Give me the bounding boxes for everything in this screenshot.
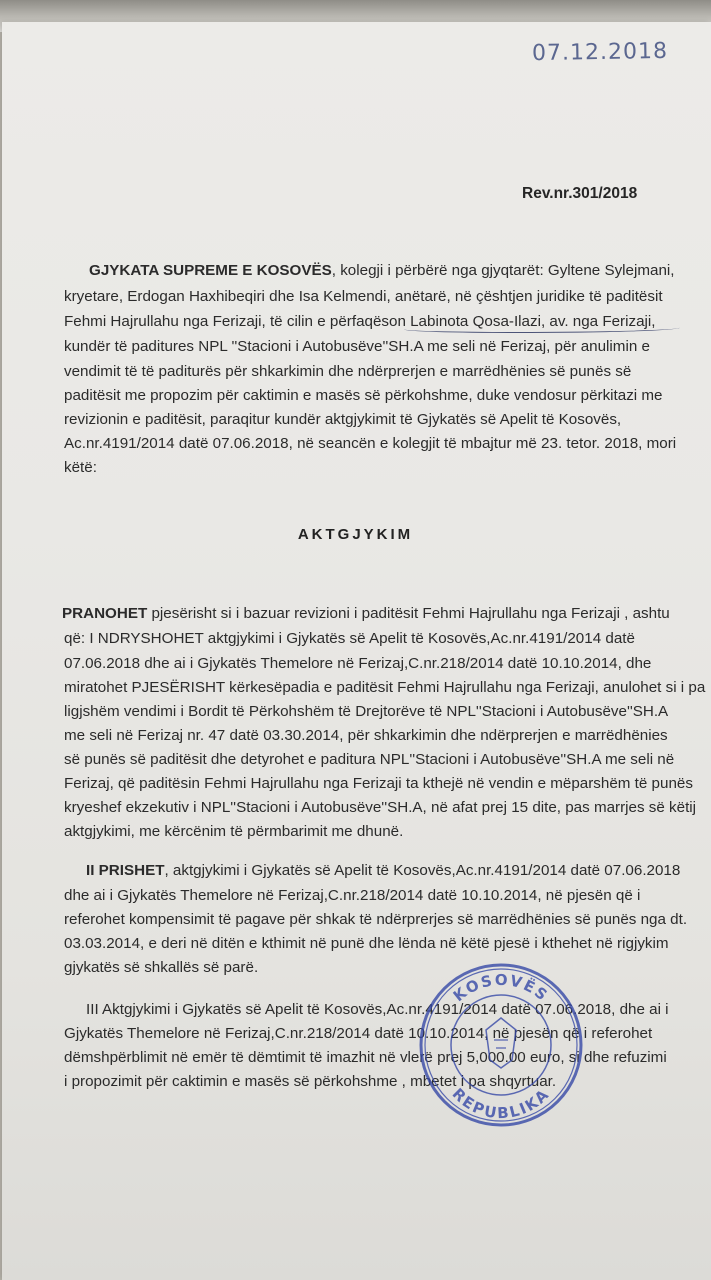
intro-line-4: kundër të paditures NPL ''Stacioni i Autobusëve''SH.A me seli në Ferizaj, për anulimin e: [64, 338, 650, 355]
section2-line-4: 03.03.2014, e deri në ditën e kthimit në punë dhe lënda në këtë pjesë i kthehet në rigjykim: [64, 935, 669, 952]
section1-line-1-rest: pjesërisht si i bazuar revizioni i paditësit Fehmi Hajrullahu nga Ferizaji , ashtu: [147, 605, 670, 622]
stamp-bottom-text: REPUBLIKA: [448, 1084, 554, 1123]
document-heading: AKTGJYKIM: [297, 526, 414, 543]
intro-line-7: revizionin e paditësit, paraqitur kundër aktgjykimit të Gjykatës së Apelit të Kosovës,: [64, 411, 622, 428]
section2-keyword: II PRISHET: [86, 862, 165, 879]
svg-text:KOSOVËS: [450, 971, 552, 1005]
section1-line-1: [62, 604, 670, 623]
section2-line-2: dhe ai i Gjykatës Themelore në Ferizaj,C.nr.218/2014 datë 10.10.2014, në pjesën që i: [64, 887, 641, 904]
intro-line-6: paditësit me propozim për caktimin e masës së përkohshme, duke vendosur përkitazi me: [64, 387, 663, 404]
stamp-seal-icon: [416, 960, 586, 1130]
intro-line-3: Fehmi Hajrullahu nga Ferizaji, të cilin e përfaqëson Labinota Qosa-Ilazi, av. nga Ferizaji,: [64, 313, 656, 330]
section2-line-1-rest: , aktgjykimi i Gjykatës së Apelit të Kosovës,Ac.nr.4191/2014 datë 07.06.2018: [164, 862, 681, 879]
section1-line-7: së punës së paditësit dhe detyrohet e paditura NPL''Stacioni i Autobusëve''SH.A me seli në: [64, 751, 675, 768]
intro-line-5: vendimit të të paditurës për shkarkimin dhe ndërprerjen e marrëdhënies së punës së: [64, 363, 632, 380]
section1-line-2: që: I NDRYSHOHET aktgjykimi i Gjykatës së Apelit të Kosovës,Ac.nr.4191/2014 datë: [64, 630, 635, 647]
section3-line-3: dëmshpërblimit në emër të dëmtimit të imazhit në vlerë prej 5,000.00 euro, si dhe refuzimi: [64, 1049, 667, 1066]
document-page: [2, 22, 711, 1280]
court-name: GJYKATA SUPREME E KOSOVËS: [89, 262, 332, 279]
case-number: Rev.nr.301/2018: [522, 185, 638, 202]
stamp-top-text: KOSOVËS: [449, 970, 553, 1006]
intro-line-9: këtë:: [64, 459, 97, 476]
section1-line-3: 07.06.2018 dhe ai i Gjykatës Themelore në Ferizaj,C.nr.218/2014 datë 10.10.2014, dhe: [64, 655, 652, 672]
section1-line-4: miratohet PJESËRISHT kërkesëpadia e paditësit Fehmi Hajrullahu nga Ferizaji, anulohet si i pa: [64, 679, 706, 696]
section1-line-8: Ferizaj, që paditësin Fehmi Hajrullahu nga Ferizaji ta kthejë në vendin e mëparshëm të punës: [64, 775, 693, 792]
handwritten-date: 07.12.2018: [531, 38, 669, 67]
section2-line-3: referohet kompensimit të pagave për shkak të ndërprerjes së marrëdhënies së punës nga dt.: [64, 911, 688, 928]
intro-line-8: Ac.nr.4191/2014 datë 07.06.2018, në seancën e kolegjit të mbajtur më 23. tetor. 2018, mori: [64, 435, 677, 452]
section3-line-1: III Aktgjykimi i Gjykatës së Apelit të Kosovës,Ac.nr.4191/2014 datë 07.06.2018, dhe ai i: [86, 1001, 669, 1018]
section2-line-5: gjykatës së shkallës së parë.: [64, 959, 259, 976]
section1-keyword: PRANOHET: [62, 605, 148, 622]
section1-line-10: aktgjykimi, me kërcënim të përmbarimit me dhunë.: [64, 823, 404, 840]
section1-line-5: ligjshëm vendimi i Bordit të Përkohshëm të Drejtorëve të NPL''Stacioni i Autobusëve''SH.A: [64, 703, 669, 720]
section2-line-1: [86, 861, 680, 880]
intro-line-2: kryetare, Erdogan Haxhibeqiri dhe Isa Kelmendi, anëtarë, në çështjen juridike të paditësit: [64, 288, 663, 305]
official-stamp: [416, 960, 586, 1130]
section1-line-9: kryeshef ekzekutiv i NPL''Stacioni i Autobusëve''SH.A, në afat prej 15 dite, pas marrjes së këtij: [64, 799, 697, 816]
section3-line-4: i propozimit për caktimin e masës së përkohshme , mbetet i pa shqyrtuar.: [64, 1073, 557, 1090]
intro-line-1-rest: , kolegji i përbërë nga gjyqtarët: Gyltene Sylejmani,: [331, 262, 675, 279]
section1-line-6: me seli në Ferizaj nr. 47 datë 03.30.2014, për shkarkimin dhe ndërprerjen e marrëdhënies: [64, 727, 668, 744]
intro-line-1: [89, 261, 675, 280]
section3-line-2: Gjykatës Themelore në Ferizaj,C.nr.218/2014 datë 10.10.2014, në pjesën që i referohet: [64, 1025, 653, 1042]
